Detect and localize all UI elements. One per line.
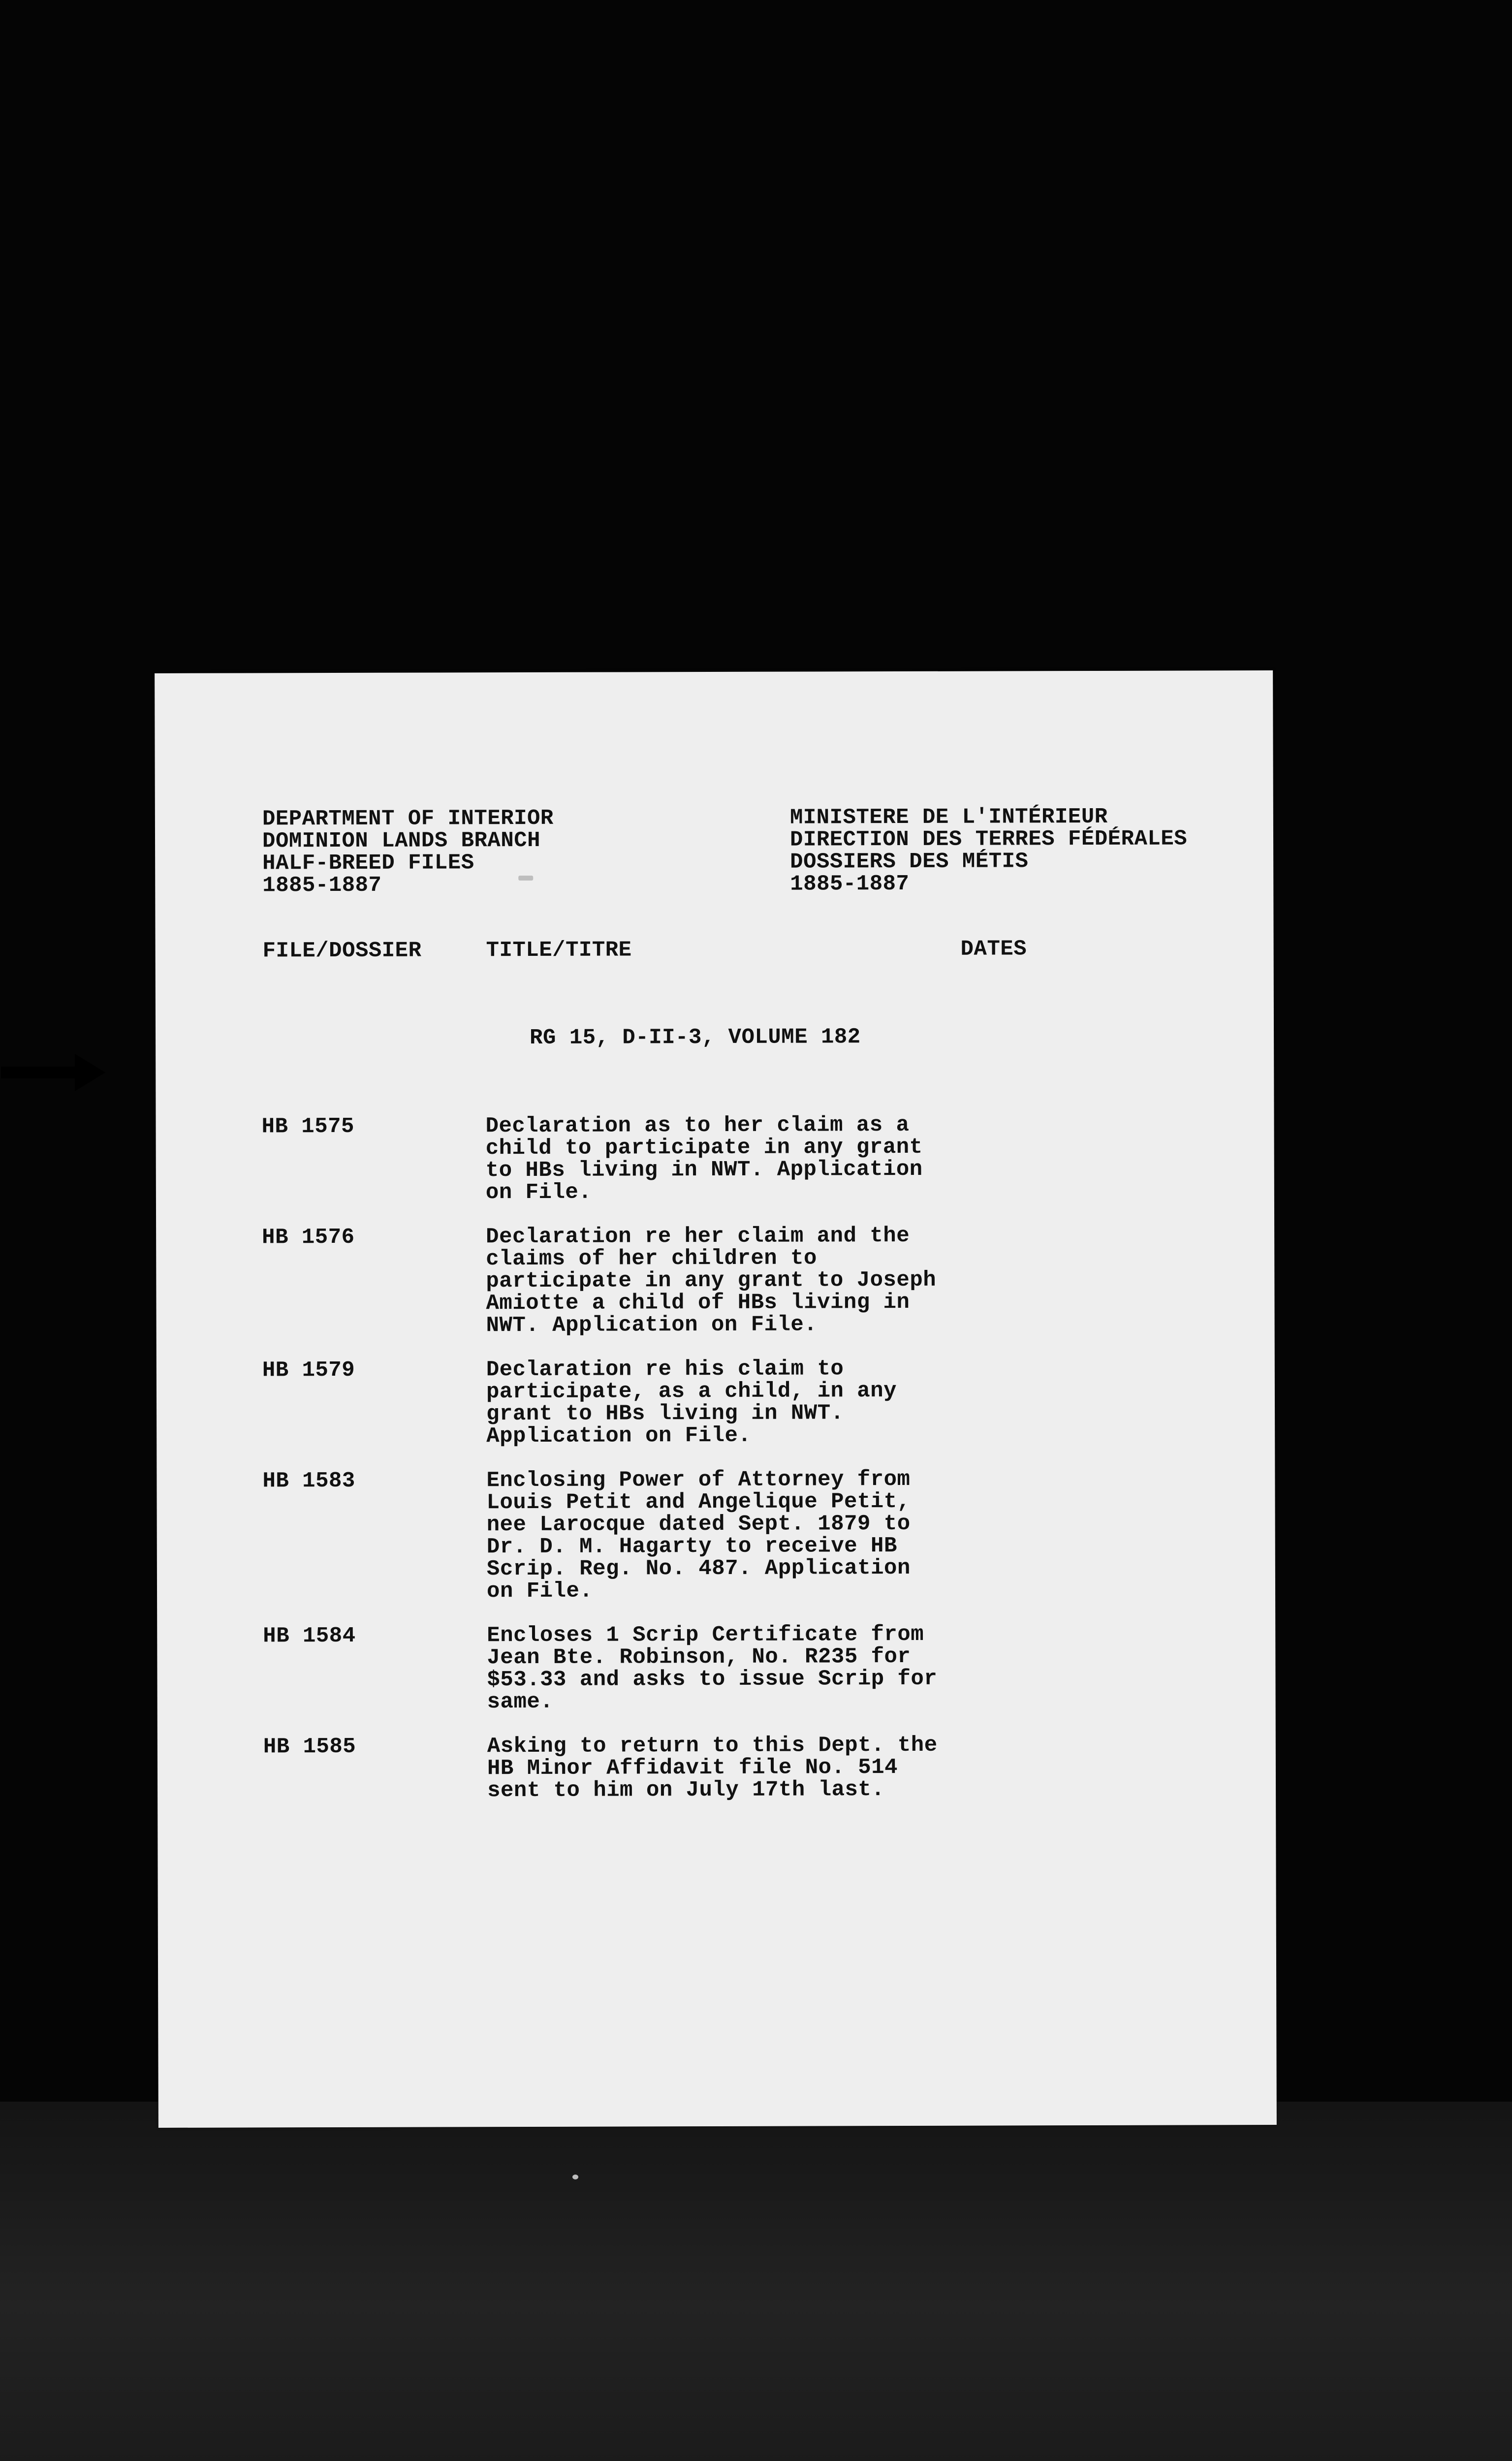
dust-speck: [572, 2175, 578, 2179]
entry-file-number: HB 1576: [262, 1225, 355, 1250]
column-header-file: FILE/DOSSIER: [262, 938, 422, 964]
entry-file-number: HB 1584: [263, 1623, 356, 1649]
entry-file-number: HB 1583: [262, 1468, 355, 1494]
ink-smudge: [518, 876, 533, 881]
entry-description: Encloses 1 Scrip Certificate from Jean Bte. Robinson, No. R235 for $53.33 and asks to issue Scrip for same.: [487, 1622, 938, 1715]
document-page: [155, 670, 1277, 2128]
column-header-dates: DATES: [960, 937, 1027, 962]
entry-description: Declaration as to her claim as a child to participate in any grant to HBs living in NWT. Application on File.: [485, 1112, 923, 1205]
arrow-right-icon: [1, 1054, 105, 1091]
entry-file-number: HB 1585: [263, 1734, 356, 1760]
column-header-title: TITLE/TITRE: [486, 938, 632, 963]
entry-description: Asking to return to this Dept. the HB Minor Affidavit file No. 514 sent to him on July 17th last.: [487, 1733, 938, 1803]
header-english: DEPARTMENT OF INTERIOR DOMINION LANDS BRANCH HALF-BREED FILES 1885-1887: [262, 806, 554, 898]
entry-description: Declaration re his claim to participate, as a child, in any grant to HBs living in NWT. Application on File.: [486, 1357, 897, 1449]
volume-reference: RG 15, D-II-3, VOLUME 182: [530, 1025, 861, 1050]
entry-description: Enclosing Power of Attorney from Louis Petit and Angelique Petit, nee Larocque dated Sept. 1879 to Dr. D. M. Hagarty to receive HB Scrip. Reg. No. 487. Application on File.: [486, 1467, 911, 1604]
header-french: MINISTERE DE L'INTÉRIEUR DIRECTION DES TERRES FÉDÉRALES DOSSIERS DES MÉTIS 1885-1887: [789, 804, 1188, 897]
scanner-bed: [0, 2102, 1512, 2461]
entry-file-number: HB 1575: [261, 1114, 354, 1139]
entry-description: Declaration re her claim and the claims of her children to participate in any grant to Joseph Amiotte a child of HBs living in NWT. Application on File.: [486, 1223, 937, 1338]
entry-file-number: HB 1579: [262, 1357, 355, 1383]
